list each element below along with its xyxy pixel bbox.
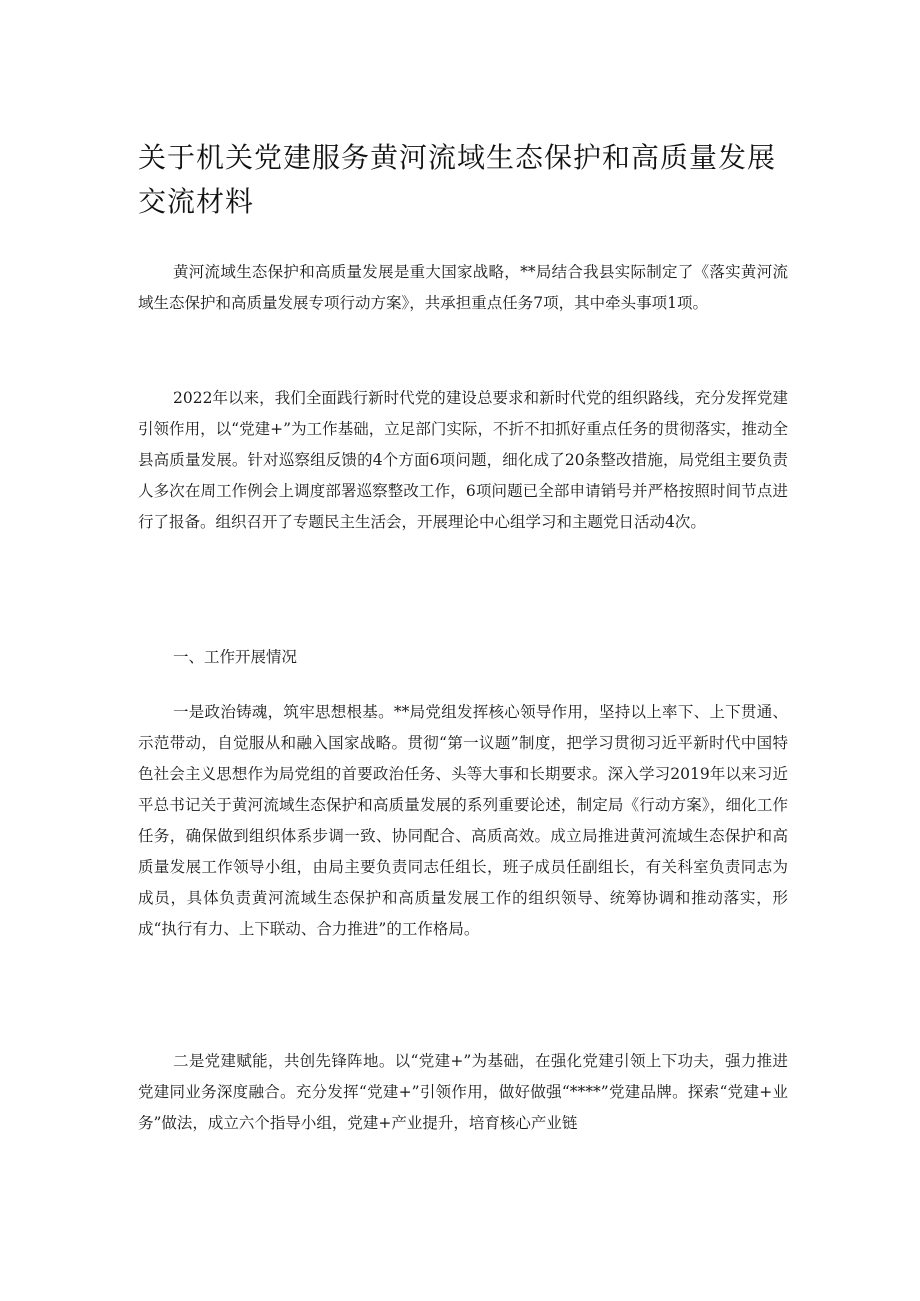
intro-paragraph: 黄河流域生态保护和高质量发展是重大国家战略，**局结合我县实际制定了《落实黄河流域生态保护和高质量发展专项行动方案》，共承担重点任务7项，其中牵头事项1项。 xyxy=(138,263,788,312)
title-line-2: 交流材料 xyxy=(138,185,255,218)
item2-paragraph: 二是党建赋能，共创先锋阵地。以“党建+”为基础，在强化党建引领上下功夫，强力推进党建同业务深度融合。充分发挥“党建+”引领作用，做好做强“****”党建品牌。探索“党建+业务”做法，成立六个指导小组，党建+产业提升，培育核心产业链 xyxy=(138,1052,788,1132)
section-heading: 一、工作开展情况 xyxy=(173,648,298,666)
overview-paragraph: 2022年以来，我们全面践行新时代党的建设总要求和新时代党的组织路线，充分发挥党建引领作用，以“党建+”为工作基础，立足部门实际，不折不扣抓好重点任务的贯彻落实，推动全县高质量发展。针对巡察组反馈的4个方面6项问题，细化成了20条整改措施，局党组主要负责人多次在周工作例会上调度部署巡察整改工作，6项问题已全部申请销号并严格按照时间节点进行了报备。组织召开了专题民主生活会，开展理论中心组学习和主题党日活动4次。 xyxy=(138,389,788,531)
item1-paragraph: 一是政治铸魂，筑牢思想根基。**局党组发挥核心领导作用，坚持以上率下、上下贯通、示范带动，自觉服从和融入国家战略。贯彻“第一议题”制度，把学习贯彻习近平新时代中国特色社会主义思想作为局党组的首要政治任务、头等大事和长期要求。深入学习2019年以来习近平总书记关于黄河流域生态保护和高质量发展的系列重要论述，制定局《行动方案》，细化工作任务，确保做到组织体系步调一致、协同配合、高质高效。成立局推进黄河流域生态保护和高质量发展工作领导小组，由局主要负责同志任组长，班子成员任副组长，有关科室负责同志为成员，具体负责黄河流域生态保护和高质量发展工作的组织领导、统筹协调和推动落实，形成“执行有力、上下联动、合力推进”的工作格局。 xyxy=(138,703,788,938)
document-title xyxy=(138,136,798,224)
title-line-1: 关于机关党建服务黄河流域生态保护和高质量发展 xyxy=(138,141,777,174)
